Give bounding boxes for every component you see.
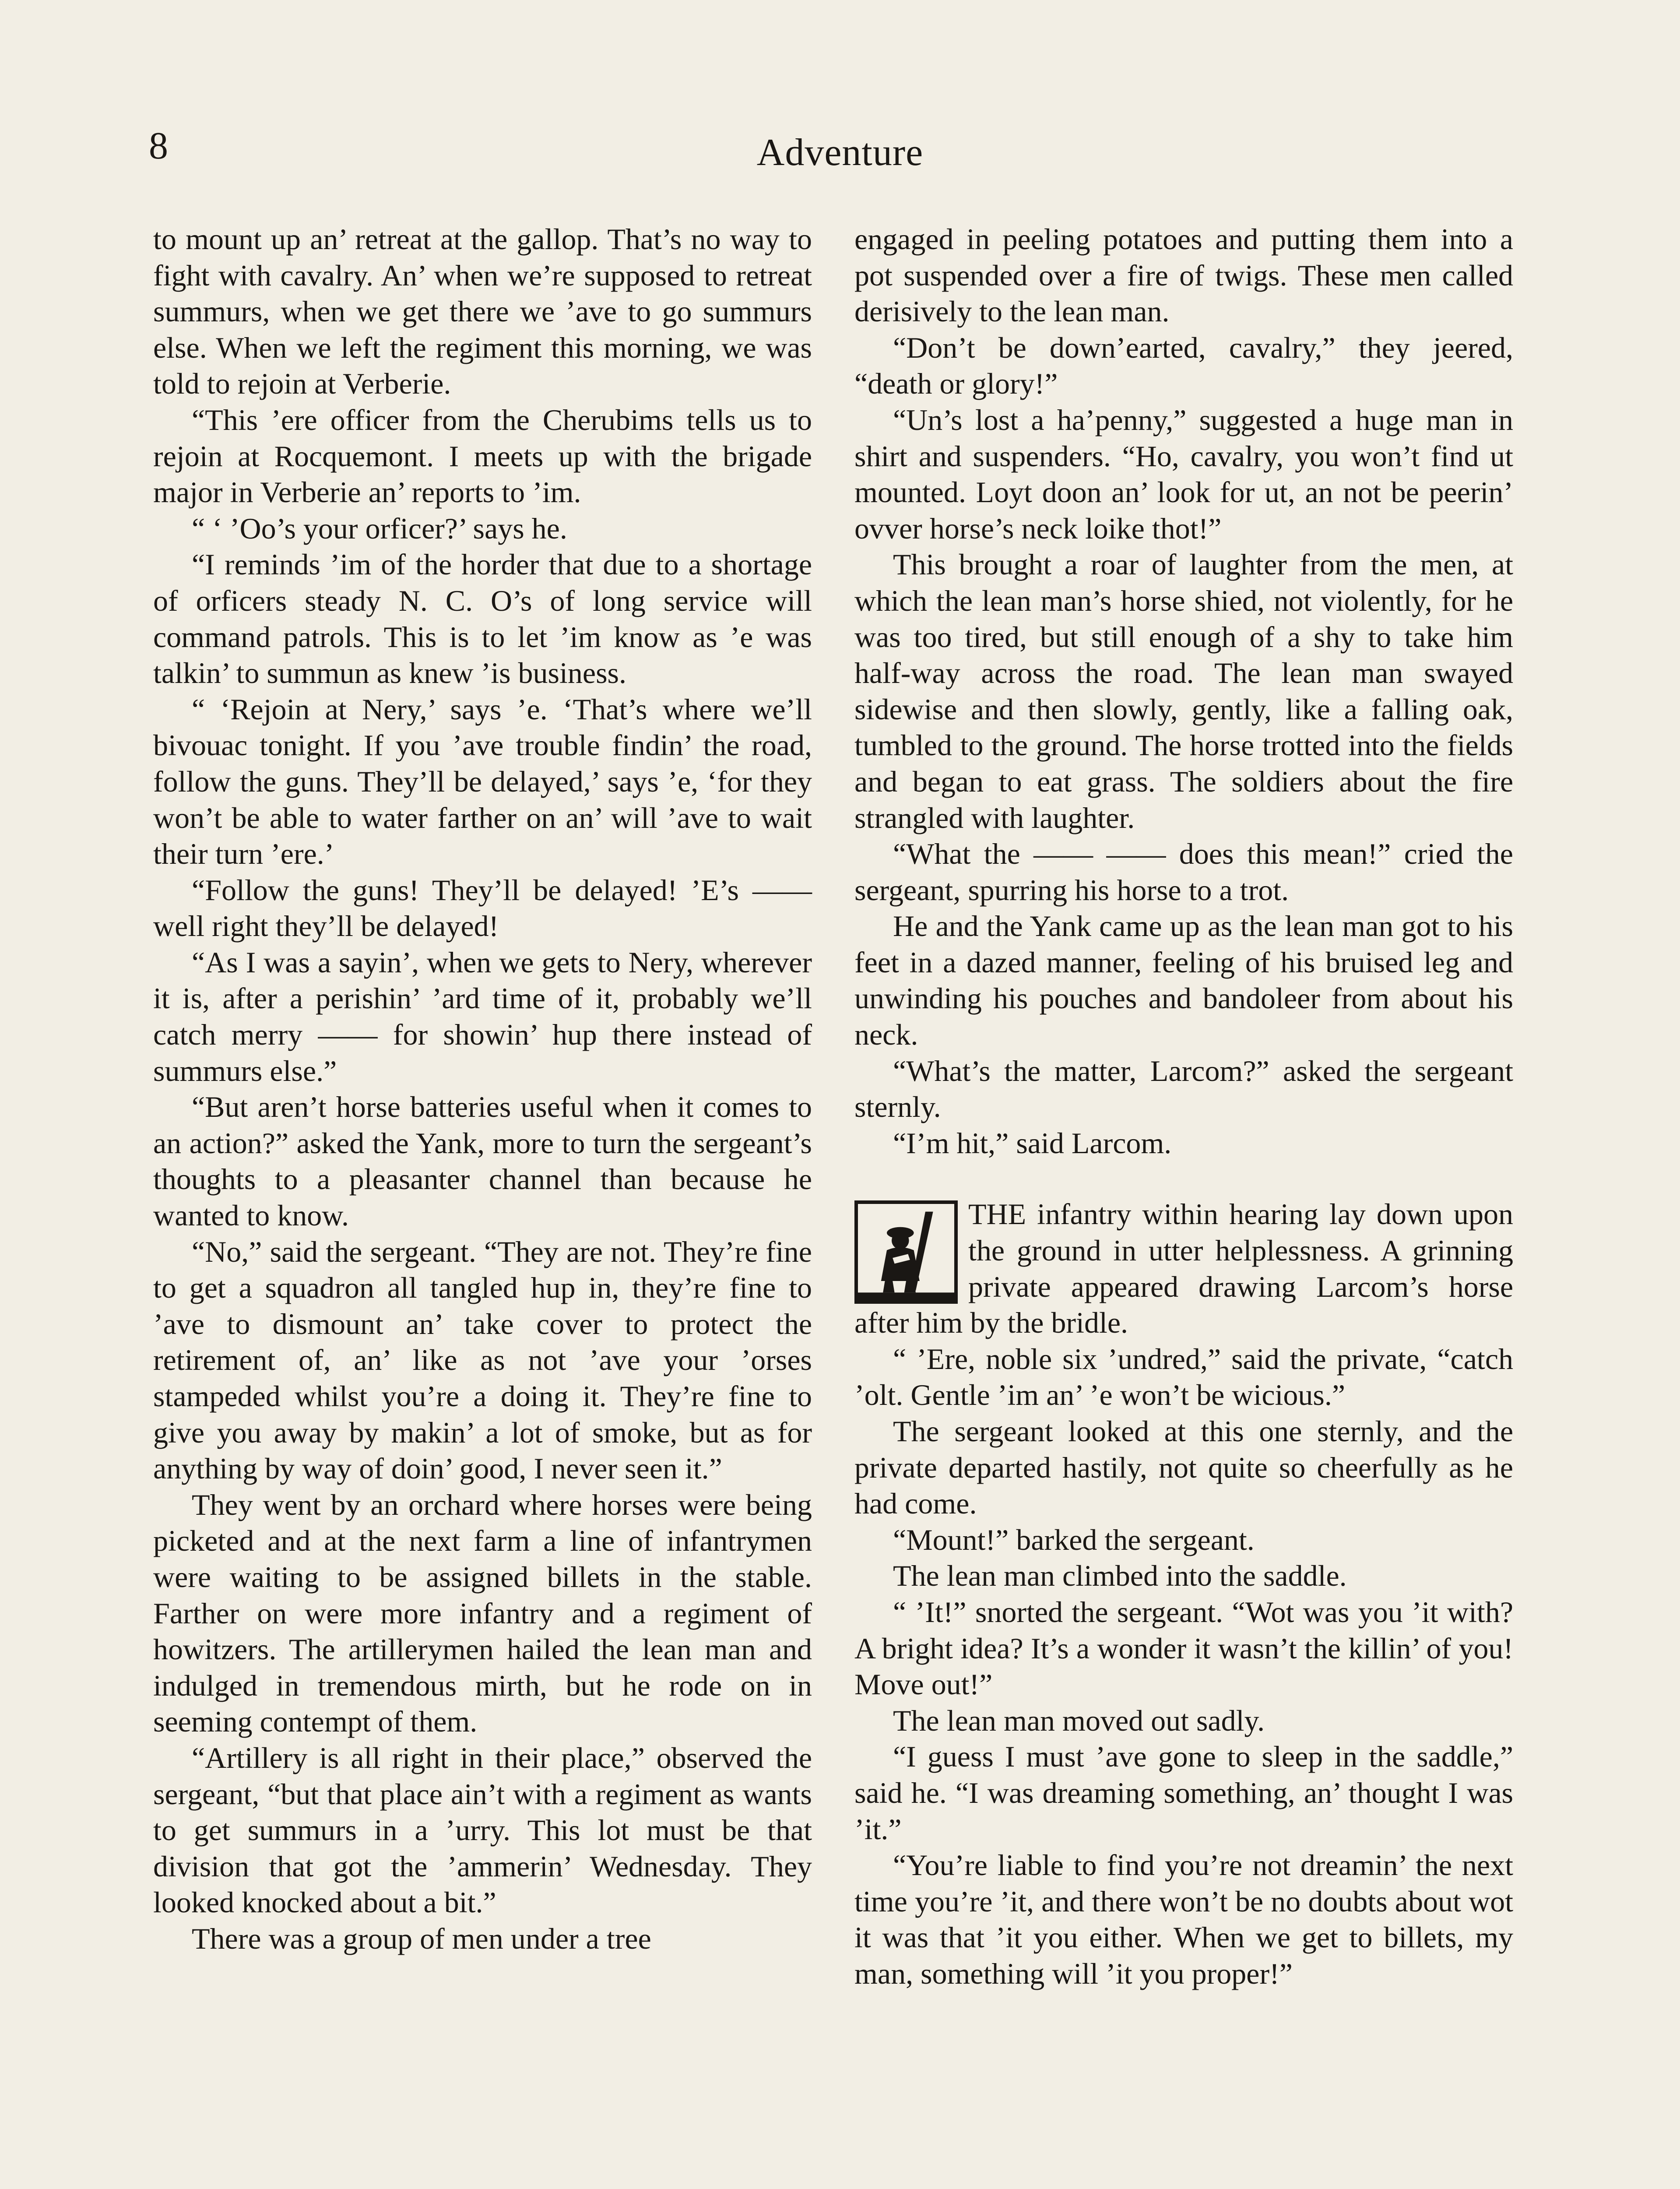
- running-head: Adventure: [756, 131, 924, 174]
- paragraph: This brought a roar of laughter from the men, at which the lean man’s horse shied, not violently, for he was too tired, but still enough of a shy to take him half-way across the road. The lean man swayed sidewise and then slowly, gently, like a falling oak, tumbled to the ground. The horse trotted into the fields and began to eat grass. The soldiers about the fire strangled with laughter.: [854, 548, 1513, 834]
- paragraph: “ ‘ ’Oo’s your orficer?’ says he.: [192, 511, 567, 545]
- paragraph: “ ’Ere, noble six ’undred,” said the private, “catch ’olt. Gentle ’im an’ ’e won’t be wicious.”: [854, 1342, 1513, 1412]
- paragraph: They went by an orchard where horses were being picketed and at the next farm a line of infantrymen were waiting to be assigned billets in the stable. Farther on were more infantry and a regiment of howitzers. The artillerymen hailed the lean man and indulged in tremendous mirth, but he rode on in seeming contempt of them.: [153, 1488, 812, 1739]
- left-column: [153, 221, 812, 1957]
- paragraph: “Un’s lost a ha’penny,” suggested a huge man in shirt and suspenders. “Ho, cavalry, you won’t find ut mounted. Loyt doon an’ look for ut, an not be peerin’ ovver horse’s neck loike thot!”: [854, 403, 1513, 545]
- paragraph: “But aren’t horse batteries useful when it comes to an action?” asked the Yank, more to turn the sergeant’s thoughts to a pleasanter channel than because he wanted to know.: [153, 1090, 812, 1232]
- dropcap-paragraph: [854, 1196, 1513, 1341]
- paragraph: “Artillery is all right in their place,” observed the sergeant, “but that place ain’t with a regiment as wants to get summurs in a ’urry. This lot must be that division that got the ’ammerin’ Wednesday. They looked knocked about a bit.”: [153, 1741, 812, 1919]
- paragraph: “What the —— —— does this mean!” cried the sergeant, spurring his horse to a trot.: [854, 837, 1513, 907]
- paragraph: “No,” said the sergeant. “They are not. They’re fine to get a squadron all tangled hup in, they’re fine to ’ave to dismount an’ take cover to protect the retirement of, an’ like as not ’ave your ’orses stampeded whilst you’re a doing it. They’re fine to give you away by makin’ a lot of smoke, but as for anything by way of doin’ good, I never seen it.”: [153, 1235, 812, 1485]
- paragraph: “ ‘Rejoin at Nery,’ says ’e. ‘That’s where we’ll bivouac tonight. If you ’ave trouble findin’ the road, follow the guns. They’ll be delayed,’ says ’e, ‘for they won’t be able to water farther on an’ will ’ave to wait their turn ’ere.’: [153, 692, 812, 871]
- paragraph: He and the Yank came up as the lean man got to his feet in a dazed manner, feeling of his bruised leg and unwinding his pouches and bandoleer from about his neck.: [854, 909, 1513, 1052]
- paragraph: “Follow the guns! They’ll be delayed! ’E’s —— well right they’ll be delayed!: [153, 873, 812, 943]
- paragraph: “I’m hit,” said Larcom.: [893, 1126, 1172, 1160]
- paragraph: The sergeant looked at this one sternly, and the private departed hastily, not quite so cheerfully as he had come.: [854, 1415, 1513, 1520]
- paragraph: “You’re liable to find you’re not dreamin’ the next time you’re ’it, and there won’t be no doubts about wot it was that ’it you either. When we get to billets, my man, something will ’it you proper!”: [854, 1848, 1513, 1990]
- paragraph: “I guess I must ’ave gone to sleep in the saddle,” said he. “I was dreaming something, an’ thought I was ’it.”: [854, 1740, 1513, 1846]
- paragraph: “I reminds ’im of the horder that due to a shortage of orficers steady N. C. O’s of long service will command patrols. This is to let ’im know as ’e was talkin’ to summun as knew ’is business.: [153, 548, 812, 690]
- paragraph: “Mount!” barked the sergeant.: [893, 1523, 1255, 1556]
- right-column-bottom: [854, 1341, 1513, 1992]
- section-break: [854, 1161, 1513, 1196]
- paragraph: engaged in peeling potatoes and putting them into a pot suspended over a fire of twigs. These men called derisively to the lean man.: [854, 222, 1513, 328]
- paragraph: “As I was a sayin’, when we gets to Nery, wherever it is, after a perishin’ ’ard time of it, probably we’ll catch merry —— for showin’ hup there instead of summurs else.”: [153, 945, 812, 1087]
- paragraph: “Don’t be down’earted, cavalry,” they jeered, “death or glory!”: [854, 331, 1513, 401]
- right-column-top: [854, 221, 1513, 1161]
- paragraph: “ ’It!” snorted the sergeant. “Wot was you ’it with? A bright idea? It’s a wonder it wasn’t the killin’ of you! Move out!”: [854, 1595, 1513, 1701]
- paragraph: “This ’ere officer from the Cherubims tells us to rejoin at Rocquemont. I meets up with the brigade major in Verberie an’ reports to ’im.: [153, 403, 812, 509]
- paragraph: to mount up an’ retreat at the gallop. That’s no way to fight with cavalry. An’ when we’re supposed to retreat summurs, when we get there we ’ave to go summurs else. When we left the regiment this morning, we was told to rejoin at Verberie.: [153, 222, 812, 401]
- dropcap-paragraph-text: THE infantry within hearing lay down upon the ground in utter helplessness. A grinning private appeared drawing Larcom’s horse after him by the bridle.: [854, 1197, 1513, 1340]
- paragraph: The lean man moved out sadly.: [893, 1703, 1265, 1737]
- page-number: 8: [149, 125, 168, 167]
- paragraph: The lean man climbed into the saddle.: [893, 1559, 1347, 1593]
- right-column: [854, 221, 1513, 1992]
- paragraph: “What’s the matter, Larcom?” asked the sergeant sternly.: [854, 1054, 1513, 1124]
- soldier-with-rifle-icon: [854, 1200, 958, 1304]
- paragraph: There was a group of men under a tree: [192, 1922, 651, 1955]
